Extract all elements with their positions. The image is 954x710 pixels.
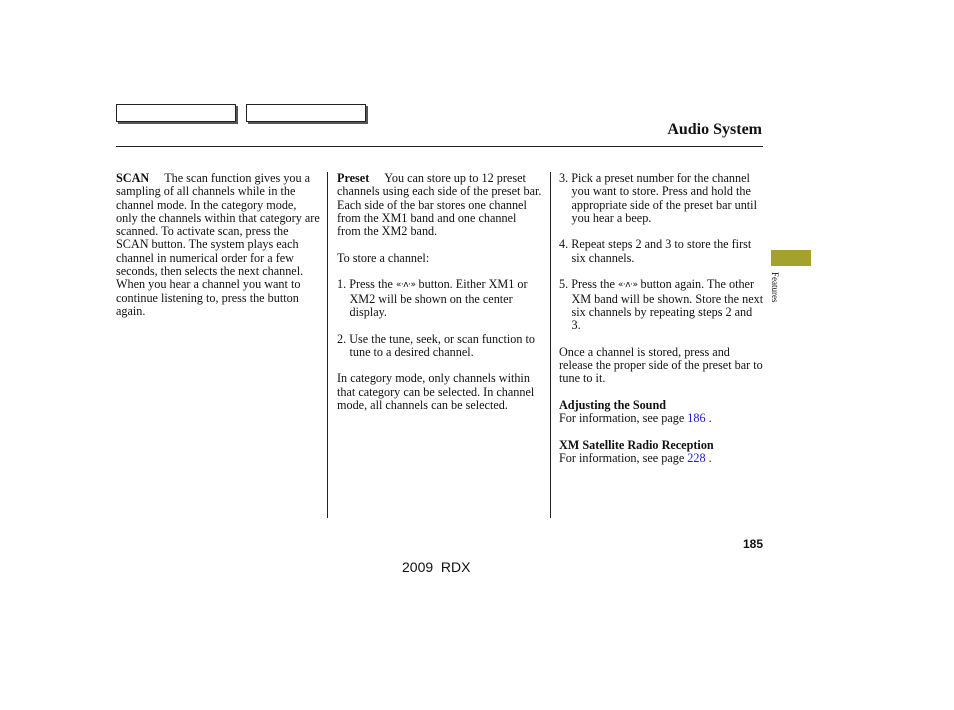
xm-heading: XM Satellite Radio Reception xyxy=(559,437,714,452)
step-5-text: 5. Press the xyxy=(559,277,618,292)
step-1 xyxy=(337,278,542,319)
scan-label: SCAN xyxy=(116,171,150,185)
xm-page-link[interactable]: 228 xyxy=(687,451,706,466)
preset-label: Preset xyxy=(337,171,370,185)
xm-block xyxy=(559,439,764,466)
column-divider xyxy=(550,172,551,518)
step-1-text-end: button. Either XM1 or XM2 will be shown on the center display. xyxy=(349,277,528,319)
step-1-text: 1. Press the xyxy=(337,277,396,292)
column-divider xyxy=(327,172,328,518)
step-2: 2. Use the tune, seek, or scan function to tune to a desired channel. xyxy=(337,331,535,359)
category-note: In category mode, only channels within that category can be selected. In channel mode, all channels can be selected. xyxy=(337,371,535,413)
column-scan xyxy=(116,172,321,332)
step-4: 4. Repeat steps 2 and 3 to store the first six channels. xyxy=(559,237,752,265)
preset-text: You can store up to 12 preset channels using each side of the preset bar. Each side of the bar stores one channel from the XM1 band and one channel from the XM2 band. xyxy=(337,171,542,239)
step-5-text-end: button again. The other XM band will be shown. Store the next six channels by repeating steps 2 and 3. xyxy=(571,277,764,333)
section-title: Audio System xyxy=(667,121,762,138)
adjust-text: For information, see page xyxy=(559,411,688,426)
scan-text: The scan function gives you a sampling of all channels while in the channel mode. In the category mode, only the channels within that category are scanned. To activate scan, press the SCAN button. The system plays each channel in numerical order for a few seconds, then selects the next channel. When you hear a channel you want to continue listening to, press the button again. xyxy=(116,171,320,318)
nav-next-button[interactable] xyxy=(246,104,366,122)
xm-band-icon: «·ʌ·» xyxy=(395,280,416,291)
step-3: 3. Pick a preset number for the channel you want to store. Press and hold the appropriate side of the preset bar until you hear a beep. xyxy=(559,171,757,225)
store-intro: To store a channel: xyxy=(337,250,430,265)
page-number: 185 xyxy=(742,537,763,551)
xm-text: For information, see page xyxy=(559,451,688,466)
adjust-block xyxy=(559,399,764,426)
adjust-end: . xyxy=(705,411,712,426)
scan-paragraph xyxy=(116,172,321,318)
features-tab[interactable] xyxy=(771,250,811,266)
column-steps xyxy=(559,172,764,479)
adjust-page-link[interactable]: 186 xyxy=(687,411,706,426)
features-tab-label: Features xyxy=(770,272,780,303)
model-label: 2009 RDX xyxy=(402,559,471,575)
preset-paragraph xyxy=(337,172,542,238)
xm-end: . xyxy=(705,451,712,466)
xm-band-icon: «·ʌ·» xyxy=(617,280,638,291)
nav-prev-button[interactable] xyxy=(116,104,236,122)
column-preset xyxy=(337,172,542,426)
stored-note: Once a channel is stored, press and release the proper side of the preset bar to tune to it. xyxy=(559,344,763,386)
step-5 xyxy=(559,278,764,332)
header-rule xyxy=(116,146,763,147)
adjust-heading: Adjusting the Sound xyxy=(559,398,667,413)
